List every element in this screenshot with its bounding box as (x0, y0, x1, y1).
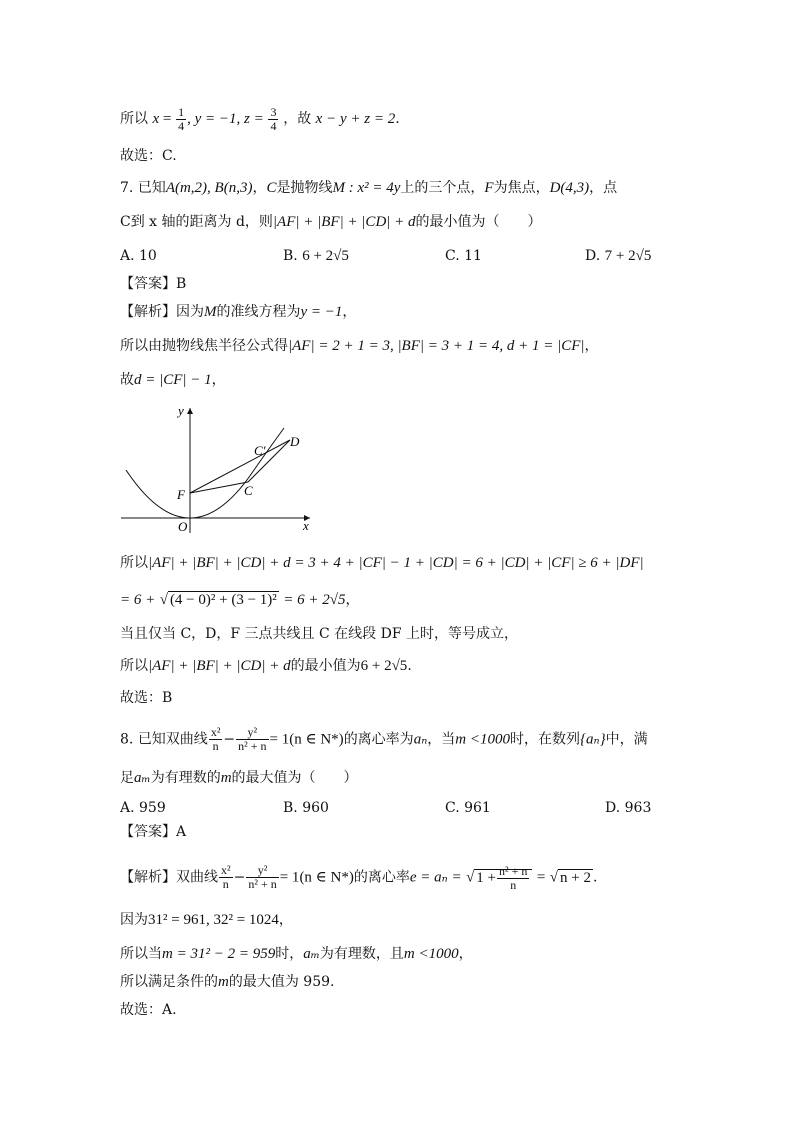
sol-label: 【解析】 (120, 304, 176, 320)
q7-option-b (283, 246, 349, 266)
text: 的最小值为 (290, 658, 361, 674)
math-expr: = 6 + (120, 592, 156, 608)
text: 为有理数的 (150, 770, 221, 786)
text: ， (584, 338, 599, 354)
parabola-figure (118, 400, 318, 535)
text: ，当 (427, 731, 456, 748)
q7-option-a: A. 10 (120, 248, 157, 264)
text: 所以由抛物线焦半径公式得 (120, 338, 288, 354)
var-am: aₘ (303, 946, 320, 962)
q8-choose: 故选：A. (120, 1002, 177, 1018)
math-cond: m <1000 (403, 946, 459, 962)
q7-sol6: 当且仅当 C，D，F 三点共线且 C 在线段 DF 上时，等号成立， (120, 626, 519, 642)
denominator: 4 (270, 119, 277, 133)
math-expr: |AF| + |BF| + |CD| + d (148, 658, 291, 674)
var-x: x (152, 110, 160, 127)
sqrt-expr: √ (4 − 0)² + (3 − 1)² (159, 592, 277, 608)
q7-option-c: C. 11 (445, 248, 482, 264)
q8-option-d: D. 963 (605, 800, 652, 816)
math-cond: m <1000 (455, 731, 510, 748)
text: 的离心率为 (343, 731, 414, 748)
var-f: F (484, 180, 494, 196)
math-expr: = 6 + 2√5 (283, 592, 346, 608)
label-cp: C′ (254, 443, 266, 458)
text: 故 (120, 372, 134, 388)
text-suffix: ，故 (283, 110, 312, 127)
sqrt-expr: √ 1 + $\frac{\text{n² + n}}{n}$ (466, 869, 532, 886)
question-number: 7. (120, 180, 134, 196)
fraction (209, 726, 223, 753)
label-x: x (303, 518, 309, 533)
math-expr: |AF| + |BF| + |CD| + d = 3 + 4 + |CF| − 1 + |CD| = 6 + |CD| + |CF| ≥ 6 + |DF| (148, 555, 644, 571)
var-am: aₘ (134, 770, 151, 786)
text: 已知 (137, 180, 166, 196)
text: 的最小值为（ ） (415, 214, 542, 230)
text: 中，满 (605, 731, 648, 748)
text: 双曲线 (176, 869, 218, 886)
numerator: y² (236, 726, 268, 740)
question-number: 8. (120, 731, 134, 748)
text: ， (278, 912, 293, 928)
label-d: D (290, 434, 300, 449)
text: ， (211, 372, 226, 388)
text-end: . (395, 110, 400, 127)
option-label: B. (283, 248, 298, 264)
q7-sol3 (120, 370, 226, 390)
q7-sol2 (120, 336, 599, 356)
q8-answer: 【答案】A (120, 824, 187, 840)
denominator: n (212, 739, 219, 753)
q7-sol1 (120, 302, 356, 322)
text: 为焦点， (493, 180, 550, 196)
math-value: 6 + 2√5 (360, 658, 408, 674)
var-m: m (220, 770, 232, 786)
label-f: F (177, 487, 185, 502)
q7-sol7 (120, 656, 412, 676)
q8-sol2 (120, 910, 293, 930)
text: 因为 (176, 304, 204, 320)
numerator: x² (221, 863, 231, 877)
text: 是抛物线 (276, 180, 333, 196)
denominator: n² + n (248, 877, 277, 891)
math-cond: (n ∈ N*) (289, 731, 344, 748)
var-m: m (218, 974, 229, 990)
q8-sol3 (120, 944, 473, 964)
fraction (236, 726, 268, 753)
var-m: M (204, 304, 217, 320)
q7-sol5 (120, 590, 359, 610)
numerator: x² (210, 725, 221, 739)
option-math: 7 + 2√5 (604, 248, 652, 264)
text: 上的三个点， (400, 180, 485, 196)
numerator: 3 (270, 105, 277, 119)
numerator: 1 (178, 105, 185, 119)
math-seq: {aₙ} (580, 731, 606, 748)
text: 为有理数，且 (319, 946, 404, 962)
math-expr: m = 31² − 2 = 959 (162, 946, 276, 962)
text: 因为 (120, 912, 148, 928)
q8-option-a: A. 959 (120, 800, 166, 816)
fraction (176, 106, 186, 133)
q7-option-d (585, 246, 651, 266)
choose-c: 故选：C. (120, 148, 177, 164)
text: ，点 (589, 180, 618, 196)
math-points: A(m,2), B(n,3) (165, 180, 253, 196)
q8-sol1: 【解析】双曲线 $\frac{\text{x²}}{n}$ − $\frac{\text{y²}}{\text{n² + n}}$ = 1(n ∈ N*)的离心率e = aₙ = √ 1 + $\frac{\text{n² + n}}{n}$ = √ n + 2 . (120, 863, 598, 892)
radicand: (4 − 0)² + (3 − 1)² (169, 592, 277, 608)
label-o: O (178, 519, 188, 534)
var-an: aₙ (413, 731, 428, 748)
text: . (407, 658, 412, 674)
math-expr: y = −1 (300, 304, 343, 320)
option-label: D. (585, 248, 601, 264)
q7-answer: 【答案】B (120, 276, 187, 292)
text: 已知双曲线 (137, 731, 208, 748)
sol-label: 【解析】 (120, 869, 176, 886)
fraction (497, 865, 529, 892)
text: 时， (275, 946, 304, 962)
one-plus: 1 + (476, 869, 497, 886)
y-z-text: y = −1, z = (194, 110, 264, 127)
text: C到 x 轴的距离为 d，则 (120, 214, 273, 230)
q8-line2 (120, 768, 358, 788)
parabola-curve (126, 428, 284, 518)
text: ， (458, 946, 473, 962)
line-fc (190, 482, 248, 493)
q7-line1 (120, 178, 617, 198)
math-curve: M : x² = 4y (332, 180, 401, 196)
q8-option-c: C. 961 (445, 800, 491, 816)
text: 的最大值为（ ） (231, 770, 358, 786)
q8-sol4 (120, 972, 334, 992)
q7-choose: 故选：B (120, 690, 173, 706)
text-prefix: 所以 (120, 110, 148, 127)
math-expr: x = $\frac{1}{4}$ , y = −1, z = $\frac{3}{4}$ (152, 105, 277, 133)
text: 所以当 (120, 946, 162, 962)
label-c: C (244, 483, 253, 498)
q8-line1: 8. 已知双曲线 $\frac{\text{x²}}{n}$ − $\frac{\text{y²}}{\text{n² + n}}$ = 1(n ∈ N*)的离心率为aₙ，当m <1000时，在数列{aₙ}中，满 (120, 725, 648, 753)
denominator: n² + n (238, 739, 267, 753)
q8-option-b: B. 960 (283, 800, 329, 816)
line-fd (190, 440, 290, 493)
text: 足 (120, 770, 134, 786)
var-c: C (266, 180, 277, 196)
numerator: y² (246, 864, 278, 878)
fraction (268, 106, 278, 133)
result-line (120, 106, 400, 133)
math-eq: = 1 (269, 731, 290, 748)
math-cond: (n ∈ N*) (299, 869, 354, 886)
math-expr: |AF| + |BF| + |CD| + d (272, 214, 416, 230)
math-expr: e = aₙ = (409, 869, 462, 886)
text: ， (342, 304, 357, 320)
math-result: x − y + z = 2 (315, 110, 396, 127)
math-d: D(4,3) (549, 180, 590, 196)
math-expr: |AF| = 2 + 1 = 3, |BF| = 3 + 1 = 4, d + 1 = |CF| (288, 338, 585, 354)
text: 的最大值为 959. (228, 974, 335, 990)
math-eq: = (536, 869, 546, 886)
q7-line2 (120, 212, 542, 232)
denominator: 4 (178, 119, 185, 133)
text: 时，在数列 (510, 731, 580, 748)
radicand (474, 863, 532, 892)
denominator: n (510, 877, 517, 892)
text: ， (252, 180, 267, 196)
text: 所以 (120, 555, 148, 571)
text: . (592, 869, 598, 886)
fraction (219, 864, 233, 891)
text: ， (345, 592, 360, 608)
numerator: n² + n (499, 863, 528, 878)
math-expr: 31² = 961, 32² = 1024 (148, 912, 279, 928)
denominator: n (222, 877, 229, 891)
radicand: n + 2 (560, 869, 591, 886)
text: 的准线方程为 (216, 304, 301, 320)
label-y: y (178, 403, 184, 418)
sqrt-expr: √ n + 2 (549, 869, 591, 886)
text: 的离心率 (353, 869, 410, 886)
math-expr: d = |CF| − 1 (134, 372, 212, 388)
text: 所以 (120, 658, 148, 674)
math-eq: = 1 (279, 869, 300, 886)
option-math: 6 + 2√5 (302, 248, 349, 264)
q7-sol4 (120, 553, 644, 573)
fraction (246, 864, 278, 891)
text: 所以满足条件的 (120, 974, 218, 990)
